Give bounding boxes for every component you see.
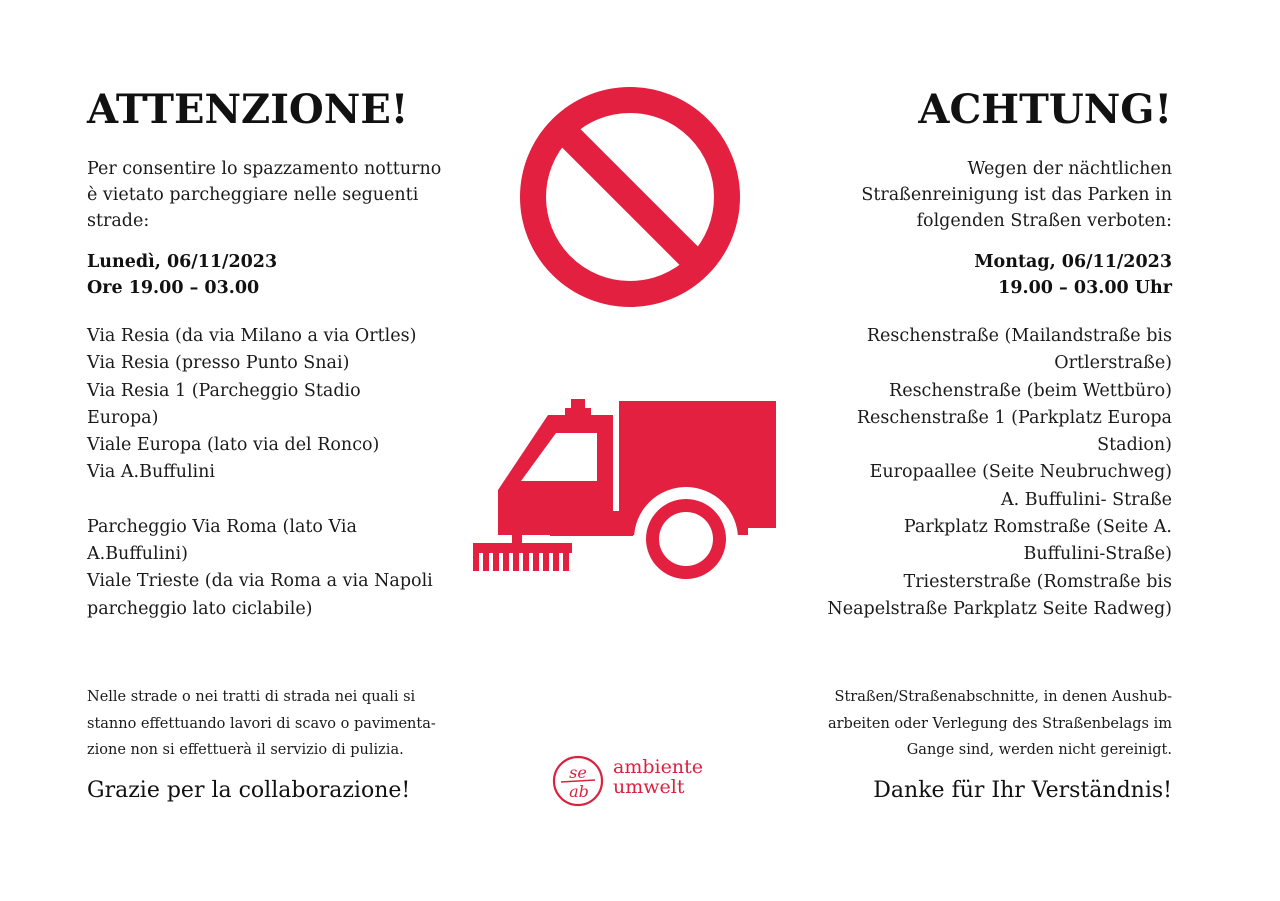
street-sweeper-truck-icon	[468, 393, 788, 603]
list-item: Reschenstraße (Mailandstraße bis Ortlerstraße)	[866, 326, 1172, 374]
list-item: Parcheggio Via Roma (lato Via A.Buffulini)	[87, 516, 357, 565]
list-item: Viale Europa (lato via del Ronco)	[87, 435, 380, 456]
logo-wordmark	[613, 757, 703, 797]
italian-intro: Per consentire lo spazzamento notturno è vietato parcheggiare nelle seguenti strade:	[87, 159, 442, 231]
german-date-block	[974, 249, 1172, 301]
list-item: Via A.Buffulini	[87, 462, 216, 483]
italian-time: Ore 19.00 – 03.00	[87, 278, 260, 298]
german-note: Straßen/Straßenabschnitte, in denen Aushub-arbeiten oder Verlegung des Straßenbelags im Gange sind, werden nicht gereinigt.	[827, 689, 1172, 758]
logo-mark-top: se	[569, 763, 587, 782]
german-time: 19.00 – 03.00 Uhr	[998, 278, 1172, 298]
italian-title: ATTENZIONE!	[87, 86, 409, 133]
logo-line-1: ambiente	[613, 756, 703, 778]
list-item: Via Resia (presso Punto Snai)	[87, 353, 350, 374]
italian-street-list	[87, 323, 437, 623]
italian-note: Nelle strade o nei tratti di strada nei quali si stanno effettuando lavori di scavo o pavimenta-zione non si effettuerà il servizio di pulizia.	[87, 689, 436, 758]
list-item: Via Resia 1 (Parcheggio Stadio Europa)	[87, 380, 361, 428]
list-item: Viale Trieste (da via Roma a via Napoli parcheggio lato ciclabile)	[87, 571, 433, 619]
list-item: Reschenstraße 1 (Parkplatz Europa Stadion)	[856, 407, 1172, 456]
german-intro: Wegen der nächtlichen Straßenreinigung ist das Parken in folgenden Straßen verboten:	[861, 159, 1172, 231]
list-spacer	[87, 487, 437, 514]
german-street-list	[827, 323, 1172, 623]
list-item: Europaallee (Seite Neubruchweg)	[869, 462, 1172, 483]
ambiente-umwelt-logo	[551, 754, 731, 808]
list-item: Via Resia (da via Milano a via Ortles)	[87, 326, 417, 346]
italian-date-block	[87, 249, 277, 301]
logo-line-2: umwelt	[613, 776, 685, 798]
italian-thanks: Grazie per la collaborazione!	[87, 778, 411, 803]
italian-date: Lunedì, 06/11/2023	[87, 252, 278, 272]
german-date: Montag, 06/11/2023	[974, 252, 1172, 272]
seab-logo-mark-icon	[551, 754, 607, 808]
german-title: ACHTUNG!	[918, 86, 1172, 133]
list-item: Reschenstraße (beim Wettbüro)	[889, 380, 1172, 401]
logo-mark-bottom: ab	[569, 782, 589, 801]
list-item: Triesterstraße (Romstraße bis Neapelstraße Parkplatz Seite Radweg)	[827, 571, 1172, 619]
list-item: A. Buffulini- Straße	[1000, 489, 1172, 510]
list-item: Parkplatz Romstraße (Seite A. Buffulini-Straße)	[903, 517, 1172, 565]
no-entry-prohibition-icon	[519, 86, 741, 308]
german-thanks: Danke für Ihr Verständnis!	[873, 778, 1172, 803]
